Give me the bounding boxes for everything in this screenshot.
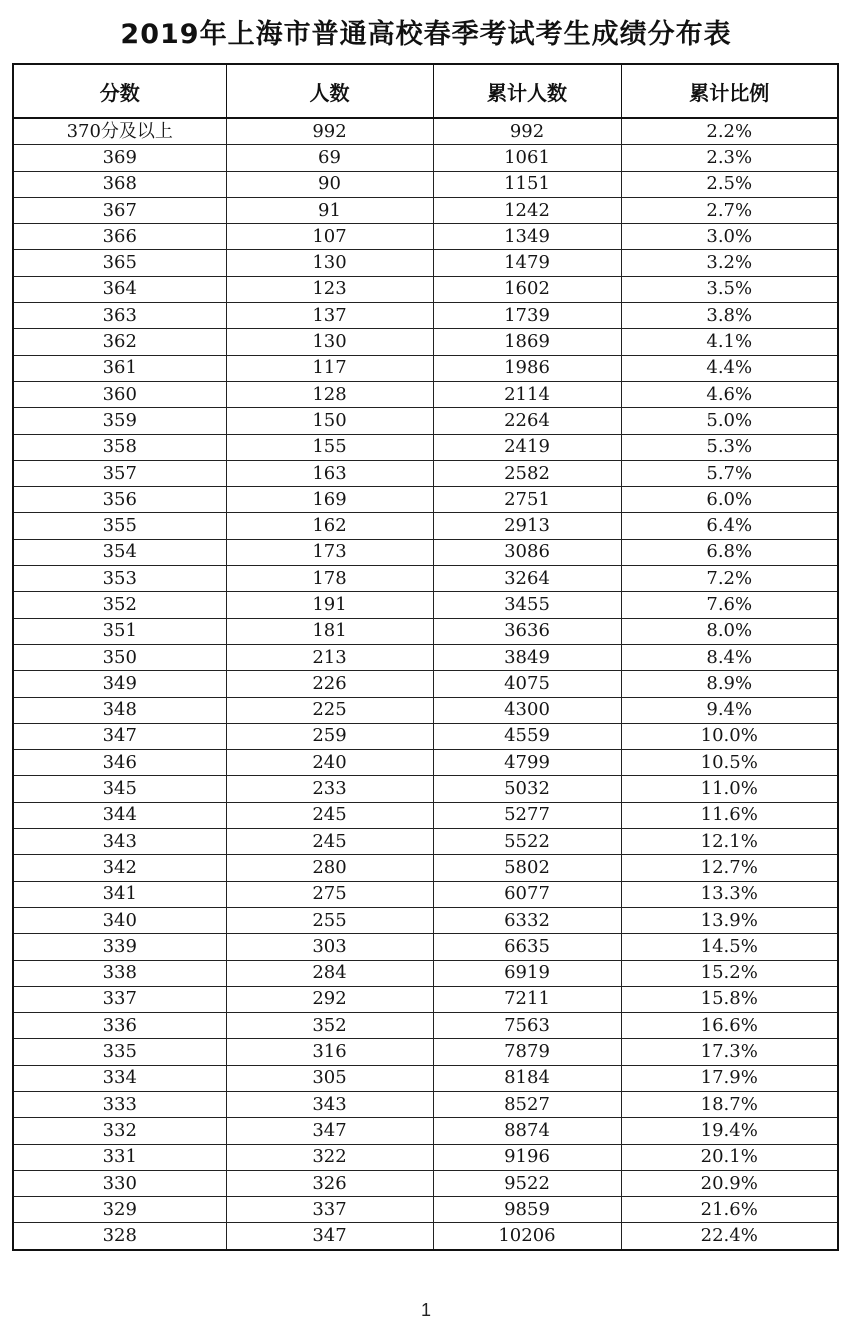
header-score: 分数 <box>13 64 226 118</box>
cell-cumulative-count: 4075 <box>433 671 621 697</box>
cell-cumulative-ratio: 3.0% <box>621 224 838 250</box>
cell-count: 305 <box>226 1065 433 1091</box>
cell-score: 355 <box>13 513 226 539</box>
cell-score: 352 <box>13 592 226 618</box>
cell-cumulative-count: 992 <box>433 118 621 145</box>
table-row <box>13 513 838 539</box>
table-row <box>13 1144 838 1170</box>
cell-count: 181 <box>226 618 433 644</box>
cell-score: 366 <box>13 224 226 250</box>
cell-cumulative-ratio: 4.1% <box>621 329 838 355</box>
cell-cumulative-ratio: 5.0% <box>621 408 838 434</box>
cell-cumulative-ratio: 5.3% <box>621 434 838 460</box>
cell-score: 368 <box>13 171 226 197</box>
cell-cumulative-count: 5522 <box>433 829 621 855</box>
cell-count: 137 <box>226 303 433 329</box>
table-row <box>13 197 838 223</box>
cell-cumulative-ratio: 20.9% <box>621 1170 838 1196</box>
cell-cumulative-ratio: 8.0% <box>621 618 838 644</box>
cell-score: 337 <box>13 986 226 1012</box>
cell-count: 245 <box>226 829 433 855</box>
cell-score: 333 <box>13 1091 226 1117</box>
cell-score: 328 <box>13 1223 226 1250</box>
cell-cumulative-ratio: 11.0% <box>621 776 838 802</box>
cell-cumulative-count: 6919 <box>433 960 621 986</box>
table-row <box>13 171 838 197</box>
table-row <box>13 1223 838 1250</box>
table-row <box>13 145 838 171</box>
cell-cumulative-ratio: 7.6% <box>621 592 838 618</box>
cell-count: 91 <box>226 197 433 223</box>
cell-cumulative-ratio: 12.1% <box>621 829 838 855</box>
cell-cumulative-count: 1739 <box>433 303 621 329</box>
table-row <box>13 408 838 434</box>
cell-score: 358 <box>13 434 226 460</box>
table-row <box>13 276 838 302</box>
cell-score: 369 <box>13 145 226 171</box>
cell-count: 150 <box>226 408 433 434</box>
cell-cumulative-ratio: 10.5% <box>621 750 838 776</box>
cell-cumulative-count: 3849 <box>433 644 621 670</box>
cell-count: 326 <box>226 1170 433 1196</box>
cell-count: 130 <box>226 329 433 355</box>
cell-count: 343 <box>226 1091 433 1117</box>
cell-cumulative-ratio: 12.7% <box>621 855 838 881</box>
cell-score: 346 <box>13 750 226 776</box>
cell-count: 275 <box>226 881 433 907</box>
table-row <box>13 829 838 855</box>
cell-score: 341 <box>13 881 226 907</box>
cell-score: 356 <box>13 487 226 513</box>
cell-score: 362 <box>13 329 226 355</box>
table-row <box>13 986 838 1012</box>
cell-cumulative-ratio: 3.5% <box>621 276 838 302</box>
cell-cumulative-ratio: 22.4% <box>621 1223 838 1250</box>
cell-count: 162 <box>226 513 433 539</box>
cell-cumulative-ratio: 8.9% <box>621 671 838 697</box>
cell-cumulative-count: 3086 <box>433 539 621 565</box>
cell-score: 331 <box>13 1144 226 1170</box>
cell-cumulative-count: 9522 <box>433 1170 621 1196</box>
cell-count: 155 <box>226 434 433 460</box>
cell-count: 225 <box>226 697 433 723</box>
cell-count: 173 <box>226 539 433 565</box>
cell-cumulative-count: 2913 <box>433 513 621 539</box>
table-row <box>13 855 838 881</box>
cell-count: 107 <box>226 224 433 250</box>
table-row <box>13 224 838 250</box>
cell-cumulative-ratio: 13.3% <box>621 881 838 907</box>
cell-cumulative-ratio: 2.7% <box>621 197 838 223</box>
cell-count: 280 <box>226 855 433 881</box>
cell-cumulative-ratio: 6.8% <box>621 539 838 565</box>
cell-score: 332 <box>13 1118 226 1144</box>
cell-cumulative-count: 8874 <box>433 1118 621 1144</box>
cell-cumulative-count: 10206 <box>433 1223 621 1250</box>
table-row <box>13 776 838 802</box>
cell-score: 343 <box>13 829 226 855</box>
cell-score: 338 <box>13 960 226 986</box>
cell-cumulative-ratio: 6.0% <box>621 487 838 513</box>
score-distribution-table <box>12 63 839 1251</box>
header-cumulative-count: 累计人数 <box>433 64 621 118</box>
cell-count: 992 <box>226 118 433 145</box>
cell-count: 178 <box>226 566 433 592</box>
cell-count: 90 <box>226 171 433 197</box>
cell-cumulative-ratio: 13.9% <box>621 907 838 933</box>
table-row <box>13 1013 838 1039</box>
table-row <box>13 750 838 776</box>
table-row <box>13 381 838 407</box>
cell-cumulative-count: 7563 <box>433 1013 621 1039</box>
cell-score: 364 <box>13 276 226 302</box>
cell-cumulative-count: 1151 <box>433 171 621 197</box>
cell-cumulative-count: 7879 <box>433 1039 621 1065</box>
table-row <box>13 539 838 565</box>
cell-cumulative-count: 9196 <box>433 1144 621 1170</box>
cell-cumulative-count: 4799 <box>433 750 621 776</box>
cell-cumulative-ratio: 15.8% <box>621 986 838 1012</box>
cell-score: 330 <box>13 1170 226 1196</box>
cell-cumulative-count: 2114 <box>433 381 621 407</box>
table-row <box>13 1170 838 1196</box>
table-row <box>13 618 838 644</box>
cell-cumulative-count: 1602 <box>433 276 621 302</box>
cell-cumulative-ratio: 16.6% <box>621 1013 838 1039</box>
cell-cumulative-count: 5802 <box>433 855 621 881</box>
table-row <box>13 434 838 460</box>
cell-count: 255 <box>226 907 433 933</box>
cell-cumulative-count: 1242 <box>433 197 621 223</box>
cell-score: 350 <box>13 644 226 670</box>
cell-count: 352 <box>226 1013 433 1039</box>
cell-score: 370分及以上 <box>13 118 226 145</box>
cell-score: 357 <box>13 460 226 486</box>
table-row <box>13 934 838 960</box>
cell-score: 351 <box>13 618 226 644</box>
cell-score: 342 <box>13 855 226 881</box>
cell-cumulative-ratio: 2.5% <box>621 171 838 197</box>
cell-cumulative-count: 5032 <box>433 776 621 802</box>
cell-count: 69 <box>226 145 433 171</box>
cell-cumulative-count: 8527 <box>433 1091 621 1117</box>
cell-cumulative-count: 4300 <box>433 697 621 723</box>
cell-count: 347 <box>226 1223 433 1250</box>
cell-score: 354 <box>13 539 226 565</box>
cell-cumulative-ratio: 9.4% <box>621 697 838 723</box>
cell-cumulative-count: 1061 <box>433 145 621 171</box>
cell-cumulative-ratio: 8.4% <box>621 644 838 670</box>
cell-cumulative-ratio: 3.8% <box>621 303 838 329</box>
cell-count: 292 <box>226 986 433 1012</box>
cell-score: 336 <box>13 1013 226 1039</box>
cell-score: 363 <box>13 303 226 329</box>
table-row <box>13 1197 838 1223</box>
cell-cumulative-count: 1479 <box>433 250 621 276</box>
table-row <box>13 644 838 670</box>
table-row <box>13 723 838 749</box>
cell-cumulative-count: 3264 <box>433 566 621 592</box>
cell-score: 353 <box>13 566 226 592</box>
cell-score: 361 <box>13 355 226 381</box>
cell-count: 245 <box>226 802 433 828</box>
table-row <box>13 881 838 907</box>
cell-cumulative-ratio: 19.4% <box>621 1118 838 1144</box>
table-row <box>13 802 838 828</box>
table-row <box>13 1091 838 1117</box>
cell-score: 335 <box>13 1039 226 1065</box>
cell-cumulative-count: 2582 <box>433 460 621 486</box>
cell-cumulative-count: 2419 <box>433 434 621 460</box>
page-number: 1 <box>420 1300 431 1320</box>
cell-count: 169 <box>226 487 433 513</box>
cell-cumulative-count: 1349 <box>433 224 621 250</box>
table-row <box>13 487 838 513</box>
cell-score: 365 <box>13 250 226 276</box>
table-row <box>13 355 838 381</box>
cell-count: 130 <box>226 250 433 276</box>
table-row <box>13 460 838 486</box>
cell-count: 191 <box>226 592 433 618</box>
cell-count: 233 <box>226 776 433 802</box>
cell-cumulative-ratio: 18.7% <box>621 1091 838 1117</box>
cell-count: 163 <box>226 460 433 486</box>
table-row <box>13 697 838 723</box>
cell-count: 284 <box>226 960 433 986</box>
cell-cumulative-count: 2264 <box>433 408 621 434</box>
cell-count: 337 <box>226 1197 433 1223</box>
cell-cumulative-count: 9859 <box>433 1197 621 1223</box>
cell-score: 367 <box>13 197 226 223</box>
cell-cumulative-ratio: 6.4% <box>621 513 838 539</box>
cell-count: 240 <box>226 750 433 776</box>
cell-cumulative-count: 6332 <box>433 907 621 933</box>
cell-count: 123 <box>226 276 433 302</box>
cell-cumulative-ratio: 17.9% <box>621 1065 838 1091</box>
cell-score: 344 <box>13 802 226 828</box>
page-title: 2019年上海市普通高校春季考试考生成绩分布表 <box>120 19 732 50</box>
cell-count: 128 <box>226 381 433 407</box>
table-row <box>13 250 838 276</box>
cell-cumulative-count: 5277 <box>433 802 621 828</box>
table-row <box>13 303 838 329</box>
table-row <box>13 907 838 933</box>
table-body <box>13 118 838 1250</box>
cell-cumulative-ratio: 5.7% <box>621 460 838 486</box>
header-count: 人数 <box>226 64 433 118</box>
table-row <box>13 592 838 618</box>
table-row <box>13 960 838 986</box>
cell-cumulative-count: 3636 <box>433 618 621 644</box>
cell-score: 334 <box>13 1065 226 1091</box>
cell-score: 345 <box>13 776 226 802</box>
cell-score: 347 <box>13 723 226 749</box>
cell-cumulative-ratio: 2.3% <box>621 145 838 171</box>
cell-score: 329 <box>13 1197 226 1223</box>
cell-count: 213 <box>226 644 433 670</box>
cell-count: 322 <box>226 1144 433 1170</box>
cell-cumulative-count: 8184 <box>433 1065 621 1091</box>
cell-cumulative-count: 2751 <box>433 487 621 513</box>
cell-cumulative-ratio: 7.2% <box>621 566 838 592</box>
cell-cumulative-ratio: 3.2% <box>621 250 838 276</box>
cell-count: 117 <box>226 355 433 381</box>
table-row <box>13 1065 838 1091</box>
cell-cumulative-count: 6077 <box>433 881 621 907</box>
cell-count: 226 <box>226 671 433 697</box>
cell-cumulative-count: 4559 <box>433 723 621 749</box>
cell-score: 349 <box>13 671 226 697</box>
cell-score: 348 <box>13 697 226 723</box>
cell-cumulative-count: 6635 <box>433 934 621 960</box>
cell-cumulative-count: 7211 <box>433 986 621 1012</box>
cell-cumulative-ratio: 20.1% <box>621 1144 838 1170</box>
cell-cumulative-ratio: 15.2% <box>621 960 838 986</box>
cell-score: 340 <box>13 907 226 933</box>
cell-score: 360 <box>13 381 226 407</box>
table-header-row <box>13 64 838 118</box>
table-row <box>13 329 838 355</box>
cell-cumulative-count: 1869 <box>433 329 621 355</box>
table-row <box>13 118 838 145</box>
cell-cumulative-ratio: 17.3% <box>621 1039 838 1065</box>
cell-score: 359 <box>13 408 226 434</box>
cell-cumulative-ratio: 14.5% <box>621 934 838 960</box>
header-cumulative-ratio: 累计比例 <box>621 64 838 118</box>
cell-count: 316 <box>226 1039 433 1065</box>
cell-cumulative-ratio: 4.4% <box>621 355 838 381</box>
cell-cumulative-count: 1986 <box>433 355 621 381</box>
cell-cumulative-ratio: 11.6% <box>621 802 838 828</box>
table-row <box>13 1039 838 1065</box>
cell-cumulative-ratio: 2.2% <box>621 118 838 145</box>
cell-count: 347 <box>226 1118 433 1144</box>
cell-cumulative-count: 3455 <box>433 592 621 618</box>
cell-count: 259 <box>226 723 433 749</box>
table-row <box>13 671 838 697</box>
table-row <box>13 1118 838 1144</box>
cell-cumulative-ratio: 10.0% <box>621 723 838 749</box>
cell-count: 303 <box>226 934 433 960</box>
cell-cumulative-ratio: 21.6% <box>621 1197 838 1223</box>
table-row <box>13 566 838 592</box>
cell-cumulative-ratio: 4.6% <box>621 381 838 407</box>
cell-score: 339 <box>13 934 226 960</box>
